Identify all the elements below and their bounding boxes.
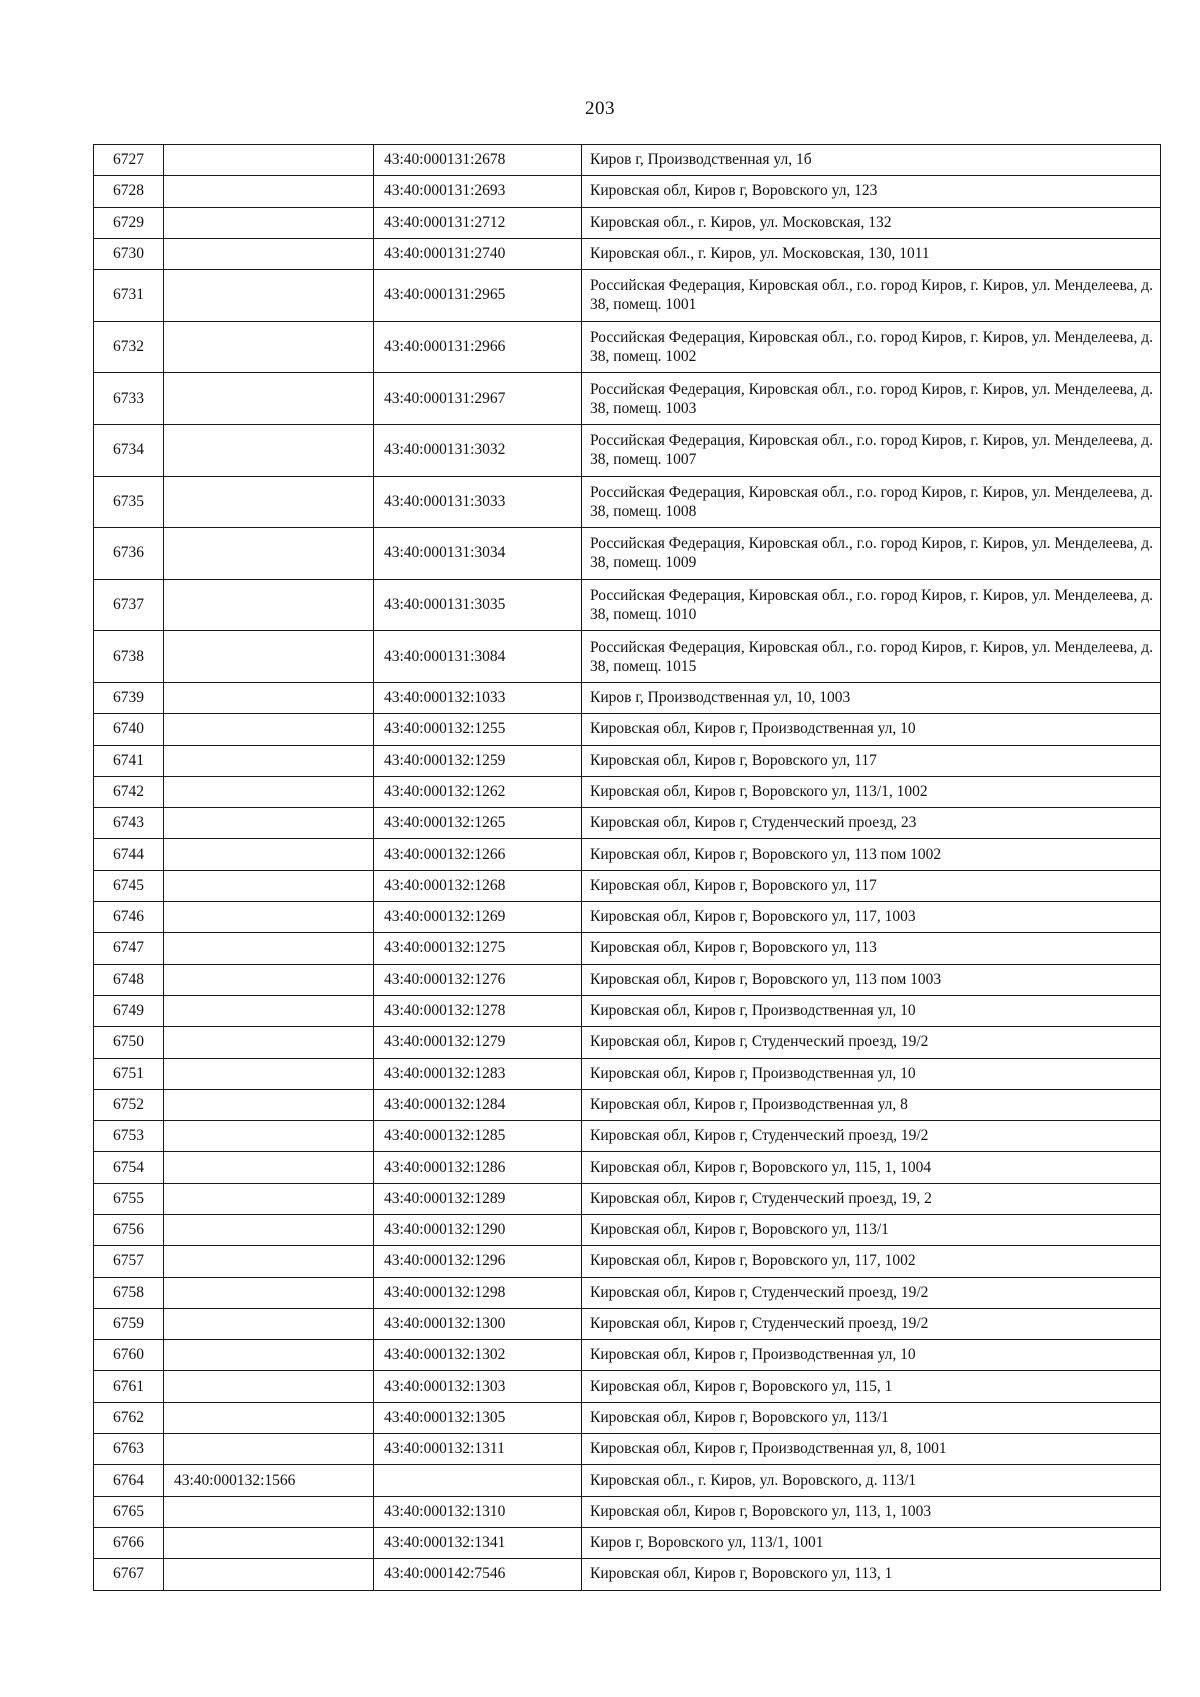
address-cell: Кировская обл, Киров г, Студенческий проезд, 19/2 [582,1027,1161,1058]
address-cell: Кировская обл, Киров г, Производственная ул, 10 [582,1340,1161,1371]
object-cadastral-number-cell: 43:40:000131:2966 [374,321,582,373]
row-number-cell: 6735 [94,476,164,528]
address-cell: Киров г, Производственная ул, 10, 1003 [582,682,1161,713]
row-number-cell: 6751 [94,1058,164,1089]
table-row [94,631,1161,683]
table-row [94,1308,1161,1339]
table-row [94,424,1161,476]
address-cell: Кировская обл, Киров г, Студенческий проезд, 19/2 [582,1308,1161,1339]
object-cadastral-number-cell: 43:40:000132:1298 [374,1277,582,1308]
land-cadastral-number-cell [164,1340,374,1371]
land-cadastral-number-cell [164,373,374,425]
object-cadastral-number-cell: 43:40:000132:1290 [374,1214,582,1245]
address-cell: Российская Федерация, Кировская обл., г.о. город Киров, г. Киров, ул. Менделеева, д. 38, помещ. 1007 [582,424,1161,476]
land-cadastral-number-cell [164,270,374,322]
land-cadastral-number-cell [164,1277,374,1308]
land-cadastral-number-cell [164,1496,374,1527]
row-number-cell: 6760 [94,1340,164,1371]
table-row [94,1465,1161,1496]
object-cadastral-number-cell: 43:40:000131:2693 [374,176,582,207]
row-number-cell: 6732 [94,321,164,373]
row-number-cell: 6746 [94,902,164,933]
row-number-cell: 6743 [94,808,164,839]
row-number-cell: 6733 [94,373,164,425]
address-cell: Российская Федерация, Кировская обл., г.о. город Киров, г. Киров, ул. Менделеева, д. 38, помещ. 1009 [582,528,1161,580]
land-cadastral-number-cell [164,682,374,713]
land-cadastral-number-cell [164,321,374,373]
object-cadastral-number-cell: 43:40:000132:1302 [374,1340,582,1371]
address-cell: Кировская обл, Киров г, Воровского ул, 113 пом 1002 [582,839,1161,870]
land-cadastral-number-cell [164,714,374,745]
land-cadastral-number-cell [164,1152,374,1183]
object-cadastral-number-cell: 43:40:000131:2740 [374,238,582,269]
address-cell: Кировская обл, Киров г, Производственная ул, 8, 1001 [582,1434,1161,1465]
address-cell: Кировская обл, Киров г, Воровского ул, 117, 1002 [582,1246,1161,1277]
row-number-cell: 6747 [94,933,164,964]
row-number-cell: 6739 [94,682,164,713]
land-cadastral-number-cell [164,839,374,870]
row-number-cell: 6734 [94,424,164,476]
land-cadastral-number-cell [164,808,374,839]
table-row [94,1527,1161,1558]
object-cadastral-number-cell: 43:40:000132:1311 [374,1434,582,1465]
land-cadastral-number-cell [164,145,374,176]
table-row [94,1559,1161,1590]
table-row [94,1121,1161,1152]
row-number-cell: 6765 [94,1496,164,1527]
table-row [94,270,1161,322]
land-cadastral-number-cell [164,424,374,476]
land-cadastral-number-cell [164,1308,374,1339]
land-cadastral-number-cell [164,1058,374,1089]
object-cadastral-number-cell: 43:40:000132:1303 [374,1371,582,1402]
row-number-cell: 6748 [94,964,164,995]
table-row [94,1246,1161,1277]
row-number-cell: 6767 [94,1559,164,1590]
land-cadastral-number-cell [164,933,374,964]
row-number-cell: 6740 [94,714,164,745]
object-cadastral-number-cell: 43:40:000132:1284 [374,1089,582,1120]
table-row [94,964,1161,995]
address-cell: Кировская обл, Киров г, Воровского ул, 117 [582,745,1161,776]
table-row [94,1214,1161,1245]
address-cell: Кировская обл, Киров г, Производственная ул, 10 [582,1058,1161,1089]
object-cadastral-number-cell: 43:40:000131:2967 [374,373,582,425]
land-cadastral-number-cell [164,870,374,901]
table-row [94,714,1161,745]
object-cadastral-number-cell: 43:40:000132:1262 [374,776,582,807]
table-row [94,1371,1161,1402]
row-number-cell: 6744 [94,839,164,870]
object-cadastral-number-cell: 43:40:000131:3032 [374,424,582,476]
land-cadastral-number-cell [164,1027,374,1058]
object-cadastral-number-cell: 43:40:000132:1285 [374,1121,582,1152]
row-number-cell: 6766 [94,1527,164,1558]
address-cell: Кировская обл, Киров г, Воровского ул, 113/1, 1002 [582,776,1161,807]
land-cadastral-number-cell [164,1434,374,1465]
address-cell: Российская Федерация, Кировская обл., г.о. город Киров, г. Киров, ул. Менделеева, д. 38, помещ. 1010 [582,579,1161,631]
row-number-cell: 6729 [94,207,164,238]
row-number-cell: 6761 [94,1371,164,1402]
address-cell: Киров г, Воровского ул, 113/1, 1001 [582,1527,1161,1558]
land-cadastral-number-cell [164,176,374,207]
object-cadastral-number-cell: 43:40:000132:1341 [374,1527,582,1558]
land-cadastral-number-cell [164,1402,374,1433]
address-cell: Кировская обл, Киров г, Воровского ул, 117 [582,870,1161,901]
table-row [94,579,1161,631]
address-cell: Кировская обл, Киров г, Воровского ул, 113 [582,933,1161,964]
object-cadastral-number-cell: 43:40:000132:1033 [374,682,582,713]
land-cadastral-number-cell: 43:40:000132:1566 [164,1465,374,1496]
row-number-cell: 6727 [94,145,164,176]
address-cell: Кировская обл, Киров г, Студенческий проезд, 19/2 [582,1277,1161,1308]
object-cadastral-number-cell: 43:40:000132:1276 [374,964,582,995]
land-cadastral-number-cell [164,1121,374,1152]
table-row [94,682,1161,713]
land-cadastral-number-cell [164,776,374,807]
row-number-cell: 6737 [94,579,164,631]
table-row [94,745,1161,776]
address-cell: Кировская обл, Киров г, Производственная ул, 8 [582,1089,1161,1120]
land-cadastral-number-cell [164,1559,374,1590]
land-cadastral-number-cell [164,207,374,238]
address-cell: Кировская обл, Киров г, Воровского ул, 117, 1003 [582,902,1161,933]
object-cadastral-number-cell: 43:40:000131:3034 [374,528,582,580]
address-cell: Кировская обл, Киров г, Студенческий проезд, 19, 2 [582,1183,1161,1214]
address-cell: Кировская обл., г. Киров, ул. Воровского, д. 113/1 [582,1465,1161,1496]
land-cadastral-number-cell [164,902,374,933]
row-number-cell: 6741 [94,745,164,776]
row-number-cell: 6750 [94,1027,164,1058]
table-row [94,1402,1161,1433]
object-cadastral-number-cell: 43:40:000132:1310 [374,1496,582,1527]
table-row [94,1152,1161,1183]
row-number-cell: 6736 [94,528,164,580]
address-cell: Российская Федерация, Кировская обл., г.о. город Киров, г. Киров, ул. Менделеева, д. 38, помещ. 1001 [582,270,1161,322]
table-row [94,176,1161,207]
row-number-cell: 6730 [94,238,164,269]
row-number-cell: 6762 [94,1402,164,1433]
row-number-cell: 6759 [94,1308,164,1339]
object-cadastral-number-cell: 43:40:000132:1265 [374,808,582,839]
table-row [94,476,1161,528]
object-cadastral-number-cell [374,1465,582,1496]
object-cadastral-number-cell: 43:40:000131:2712 [374,207,582,238]
table-row [94,1027,1161,1058]
address-cell: Кировская обл, Киров г, Воровского ул, 115, 1 [582,1371,1161,1402]
row-number-cell: 6755 [94,1183,164,1214]
object-cadastral-number-cell: 43:40:000131:2678 [374,145,582,176]
land-cadastral-number-cell [164,579,374,631]
address-cell: Российская Федерация, Кировская обл., г.о. город Киров, г. Киров, ул. Менделеева, д. 38, помещ. 1008 [582,476,1161,528]
land-cadastral-number-cell [164,1089,374,1120]
table-row [94,321,1161,373]
row-number-cell: 6752 [94,1089,164,1120]
table-row [94,1277,1161,1308]
object-cadastral-number-cell: 43:40:000142:7546 [374,1559,582,1590]
object-cadastral-number-cell: 43:40:000131:3035 [374,579,582,631]
object-cadastral-number-cell: 43:40:000132:1268 [374,870,582,901]
object-cadastral-number-cell: 43:40:000132:1275 [374,933,582,964]
row-number-cell: 6745 [94,870,164,901]
table-row [94,1496,1161,1527]
object-cadastral-number-cell: 43:40:000131:3084 [374,631,582,683]
address-cell: Киров г, Производственная ул, 1б [582,145,1161,176]
object-cadastral-number-cell: 43:40:000132:1255 [374,714,582,745]
table-row [94,1058,1161,1089]
object-cadastral-number-cell: 43:40:000131:2965 [374,270,582,322]
land-cadastral-number-cell [164,745,374,776]
address-cell: Кировская обл, Киров г, Воровского ул, 115, 1, 1004 [582,1152,1161,1183]
land-cadastral-number-cell [164,1371,374,1402]
table-row [94,902,1161,933]
address-cell: Кировская обл, Киров г, Воровского ул, 113/1 [582,1402,1161,1433]
object-cadastral-number-cell: 43:40:000132:1259 [374,745,582,776]
row-number-cell: 6763 [94,1434,164,1465]
object-cadastral-number-cell: 43:40:000132:1289 [374,1183,582,1214]
table-row [94,1089,1161,1120]
table-row [94,373,1161,425]
land-cadastral-number-cell [164,238,374,269]
address-cell: Кировская обл, Киров г, Воровского ул, 113, 1 [582,1559,1161,1590]
table-row [94,238,1161,269]
land-cadastral-number-cell [164,1214,374,1245]
table-row [94,995,1161,1026]
land-cadastral-number-cell [164,528,374,580]
address-cell: Российская Федерация, Кировская обл., г.о. город Киров, г. Киров, ул. Менделеева, д. 38, помещ. 1002 [582,321,1161,373]
address-cell: Кировская обл, Киров г, Воровского ул, 113 пом 1003 [582,964,1161,995]
row-number-cell: 6756 [94,1214,164,1245]
address-cell: Кировская обл., г. Киров, ул. Московская, 132 [582,207,1161,238]
land-cadastral-number-cell [164,1527,374,1558]
table-row [94,808,1161,839]
row-number-cell: 6738 [94,631,164,683]
row-number-cell: 6764 [94,1465,164,1496]
table-row [94,839,1161,870]
row-number-cell: 6731 [94,270,164,322]
land-cadastral-number-cell [164,995,374,1026]
table-row [94,528,1161,580]
address-cell: Кировская обл, Киров г, Производственная ул, 10 [582,714,1161,745]
object-cadastral-number-cell: 43:40:000132:1278 [374,995,582,1026]
registry-table [93,144,1161,1591]
address-cell: Кировская обл, Киров г, Воровского ул, 113/1 [582,1214,1161,1245]
row-number-cell: 6728 [94,176,164,207]
object-cadastral-number-cell: 43:40:000132:1296 [374,1246,582,1277]
row-number-cell: 6753 [94,1121,164,1152]
object-cadastral-number-cell: 43:40:000131:3033 [374,476,582,528]
object-cadastral-number-cell: 43:40:000132:1305 [374,1402,582,1433]
row-number-cell: 6742 [94,776,164,807]
address-cell: Кировская обл, Киров г, Студенческий проезд, 19/2 [582,1121,1161,1152]
table-row [94,776,1161,807]
address-cell: Кировская обл, Киров г, Воровского ул, 113, 1, 1003 [582,1496,1161,1527]
table-row [94,1434,1161,1465]
land-cadastral-number-cell [164,631,374,683]
table-row [94,1183,1161,1214]
address-cell: Российская Федерация, Кировская обл., г.о. город Киров, г. Киров, ул. Менделеева, д. 38, помещ. 1003 [582,373,1161,425]
object-cadastral-number-cell: 43:40:000132:1279 [374,1027,582,1058]
page-number: 203 [585,98,615,119]
land-cadastral-number-cell [164,476,374,528]
table-row [94,870,1161,901]
address-cell: Кировская обл, Киров г, Производственная ул, 10 [582,995,1161,1026]
registry-table-body [94,145,1161,1591]
row-number-cell: 6754 [94,1152,164,1183]
land-cadastral-number-cell [164,1246,374,1277]
object-cadastral-number-cell: 43:40:000132:1286 [374,1152,582,1183]
table-row [94,207,1161,238]
address-cell: Кировская обл, Киров г, Студенческий проезд, 23 [582,808,1161,839]
object-cadastral-number-cell: 43:40:000132:1283 [374,1058,582,1089]
table-row [94,145,1161,176]
row-number-cell: 6749 [94,995,164,1026]
address-cell: Кировская обл., г. Киров, ул. Московская, 130, 1011 [582,238,1161,269]
table-row [94,933,1161,964]
row-number-cell: 6758 [94,1277,164,1308]
object-cadastral-number-cell: 43:40:000132:1300 [374,1308,582,1339]
land-cadastral-number-cell [164,1183,374,1214]
object-cadastral-number-cell: 43:40:000132:1269 [374,902,582,933]
table-row [94,1340,1161,1371]
land-cadastral-number-cell [164,964,374,995]
object-cadastral-number-cell: 43:40:000132:1266 [374,839,582,870]
address-cell: Кировская обл, Киров г, Воровского ул, 123 [582,176,1161,207]
address-cell: Российская Федерация, Кировская обл., г.о. город Киров, г. Киров, ул. Менделеева, д. 38, помещ. 1015 [582,631,1161,683]
row-number-cell: 6757 [94,1246,164,1277]
